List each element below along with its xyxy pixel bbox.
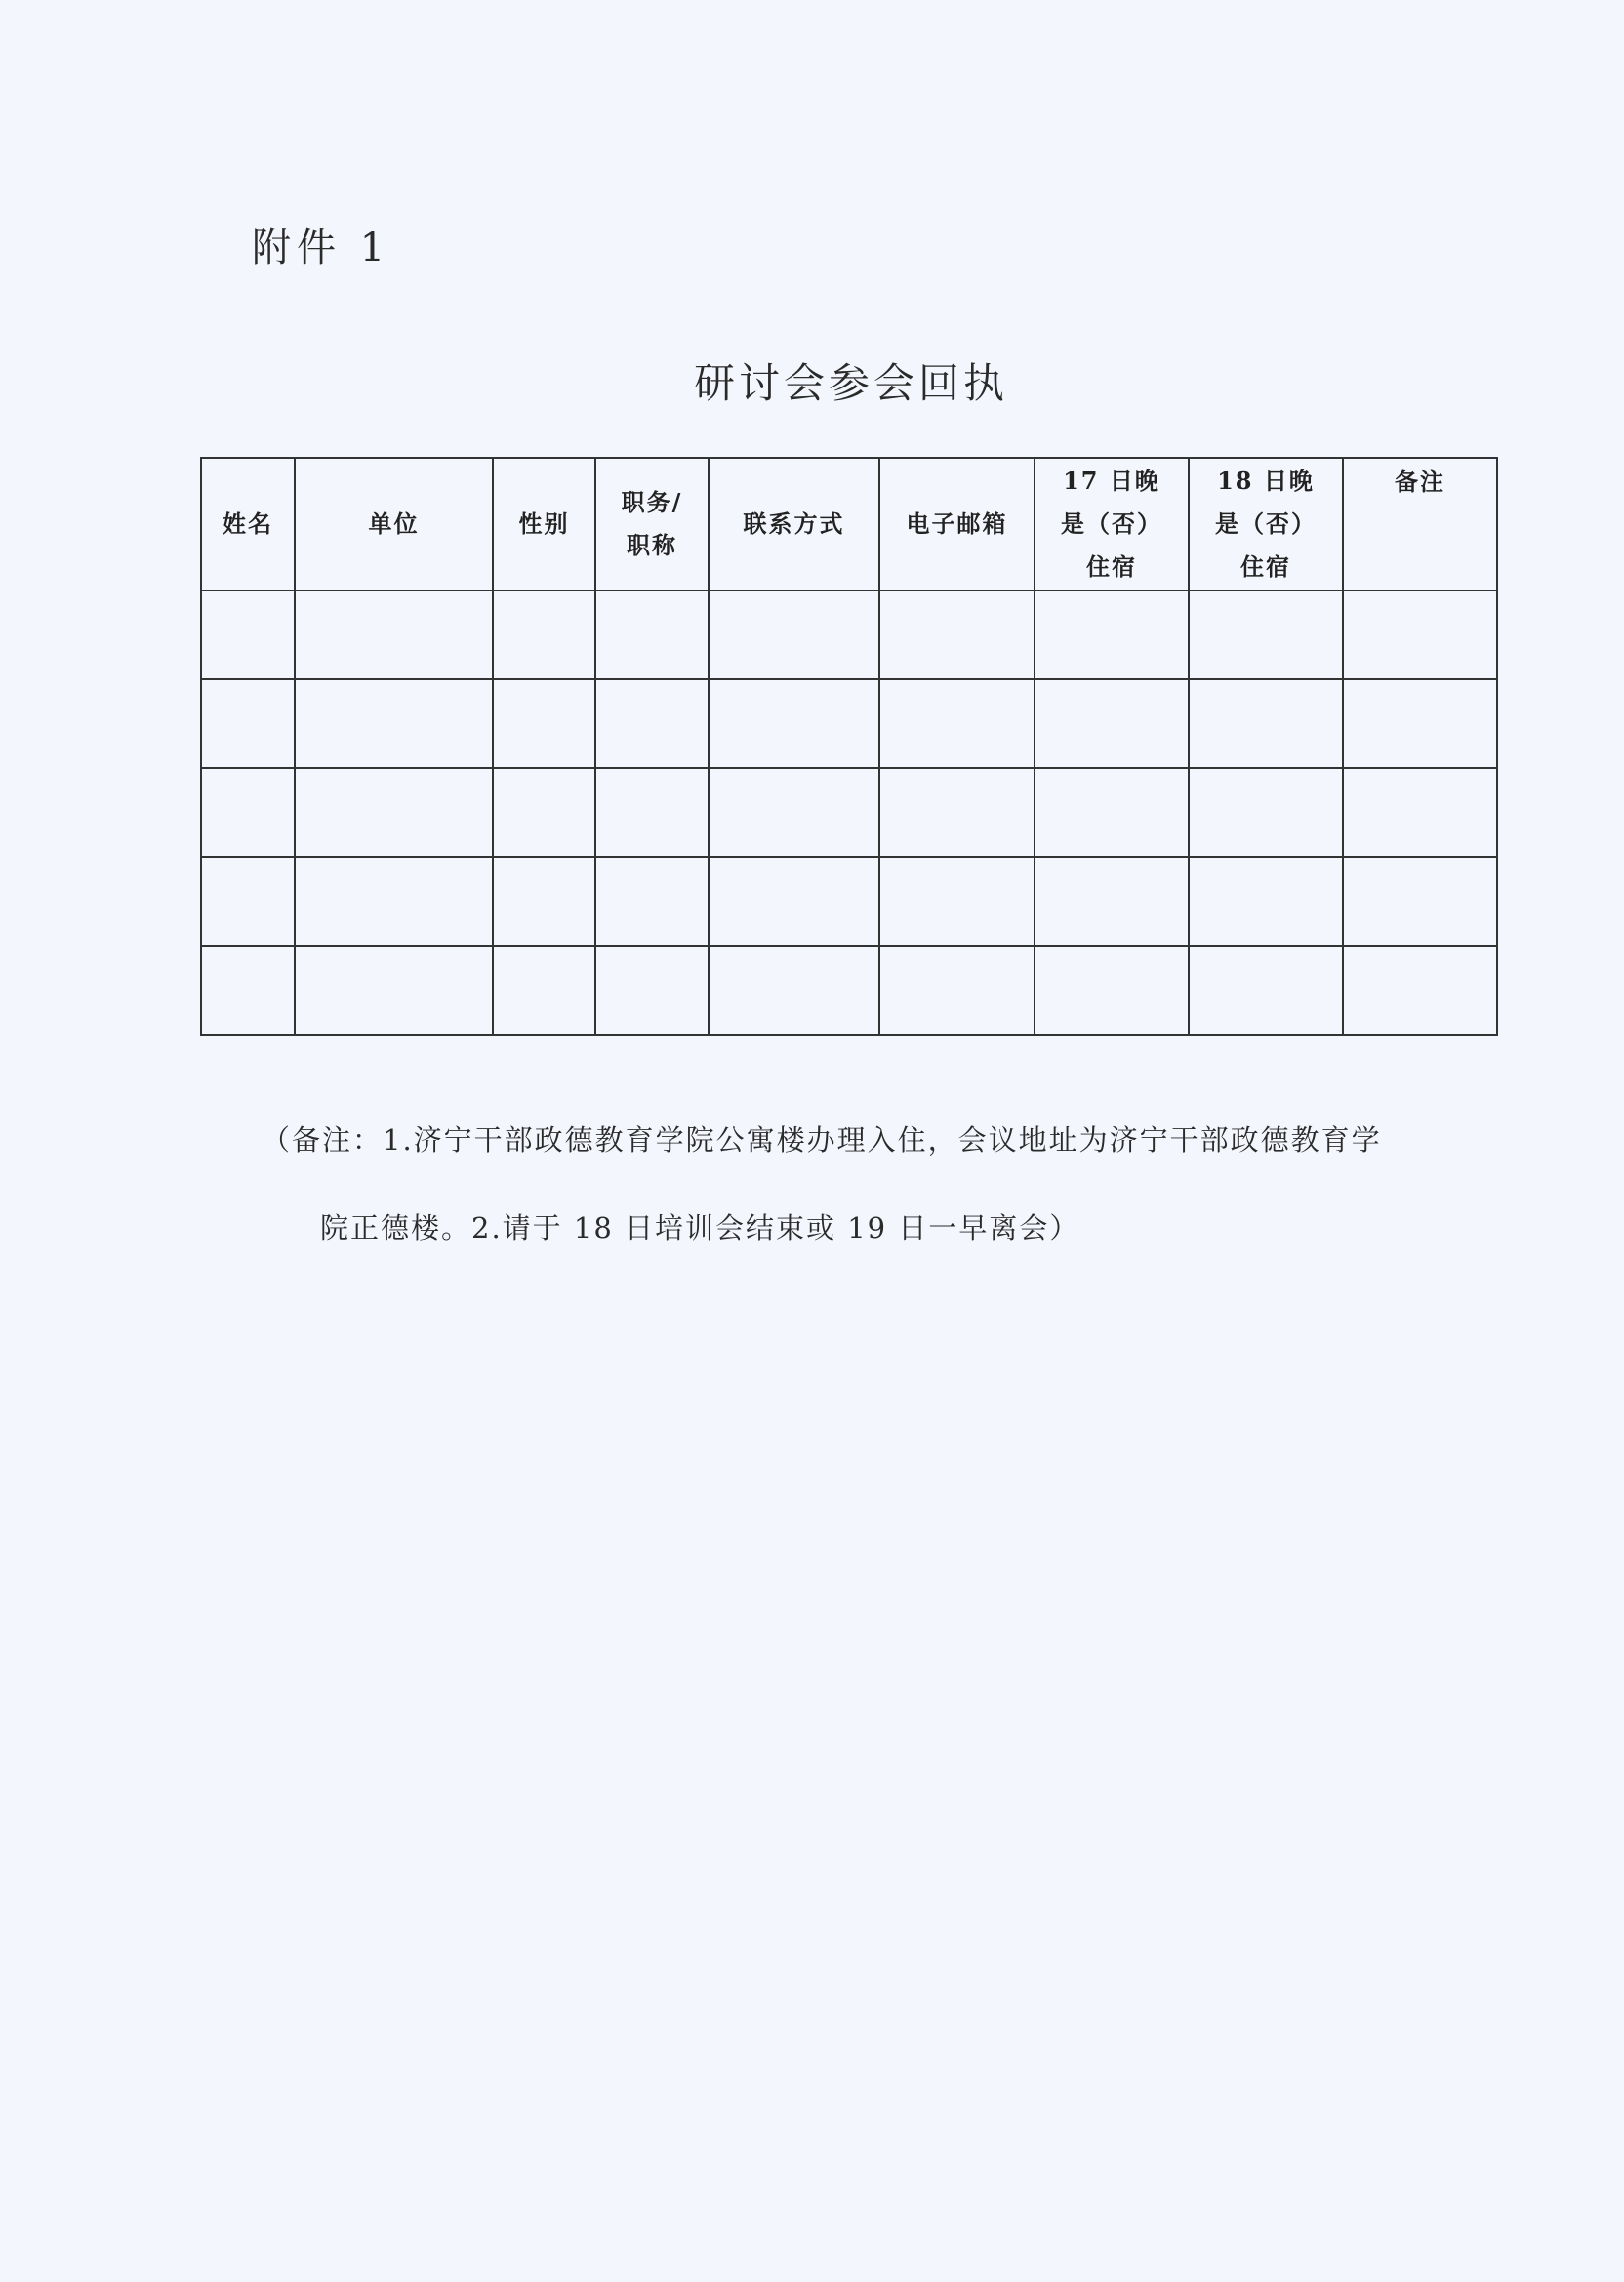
table-cell[interactable]: [295, 946, 493, 1035]
table-cell[interactable]: [1035, 857, 1189, 946]
table-cell[interactable]: [595, 679, 709, 768]
table-cell[interactable]: [493, 679, 595, 768]
table-cell[interactable]: [1189, 591, 1343, 679]
table-cell[interactable]: [1035, 679, 1189, 768]
notes-line-2: 院正德楼。2.请于 18 日培训会结束或 19 日一早离会）: [320, 1211, 1080, 1244]
table-cell[interactable]: [201, 857, 295, 946]
table-cell[interactable]: [1189, 768, 1343, 857]
table-cell[interactable]: [709, 946, 879, 1035]
attachment-label: 附件 1: [252, 225, 391, 270]
header-stay-18: 18 日晚 是（否） 住宿: [1189, 458, 1343, 591]
table-cell[interactable]: [595, 591, 709, 679]
table-cell[interactable]: [709, 679, 879, 768]
table-cell[interactable]: [493, 591, 595, 679]
table-cell[interactable]: [1035, 768, 1189, 857]
header-remarks: 备注: [1343, 458, 1497, 591]
table-cell[interactable]: [1343, 946, 1497, 1035]
table-cell[interactable]: [879, 857, 1035, 946]
table-cell[interactable]: [709, 591, 879, 679]
table-cell[interactable]: [493, 768, 595, 857]
table-cell[interactable]: [201, 946, 295, 1035]
header-position: 职务/ 职称: [595, 458, 709, 591]
table-body: [201, 591, 1497, 1035]
table-cell[interactable]: [201, 679, 295, 768]
table-cell[interactable]: [1343, 768, 1497, 857]
notes-line-1: （备注：1.济宁干部政德教育学院公寓楼办理入住，会议地址为济宁干部政德教育学: [262, 1123, 1382, 1157]
table-cell[interactable]: [295, 679, 493, 768]
registration-table: [200, 457, 1498, 1036]
table-cell[interactable]: [493, 946, 595, 1035]
table-header-row: [201, 458, 1497, 591]
table-row: [201, 857, 1497, 946]
header-name: 姓名: [201, 458, 295, 591]
header-contact: 联系方式: [709, 458, 879, 591]
table-cell[interactable]: [1035, 946, 1189, 1035]
header-gender: 性别: [493, 458, 595, 591]
table-cell[interactable]: [879, 591, 1035, 679]
table-cell[interactable]: [1343, 679, 1497, 768]
table-cell[interactable]: [1343, 591, 1497, 679]
table-cell[interactable]: [201, 591, 295, 679]
table-cell[interactable]: [493, 857, 595, 946]
table-cell[interactable]: [879, 679, 1035, 768]
table-cell[interactable]: [879, 946, 1035, 1035]
table-row: [201, 946, 1497, 1035]
table-cell[interactable]: [295, 768, 493, 857]
table-cell[interactable]: [1189, 857, 1343, 946]
table-cell[interactable]: [1189, 679, 1343, 768]
table-cell[interactable]: [1343, 857, 1497, 946]
table-cell[interactable]: [709, 857, 879, 946]
table-row: [201, 591, 1497, 679]
table-cell[interactable]: [709, 768, 879, 857]
page-title: 研讨会参会回执: [693, 359, 1008, 407]
table-cell[interactable]: [1189, 946, 1343, 1035]
table-cell[interactable]: [595, 946, 709, 1035]
header-organization: 单位: [295, 458, 493, 591]
table-cell[interactable]: [1035, 591, 1189, 679]
header-email: 电子邮箱: [879, 458, 1035, 591]
table-cell[interactable]: [879, 768, 1035, 857]
header-stay-17: 17 日晚 是（否） 住宿: [1035, 458, 1189, 591]
table-cell[interactable]: [201, 768, 295, 857]
table-cell[interactable]: [595, 857, 709, 946]
table-row: [201, 768, 1497, 857]
table-cell[interactable]: [295, 591, 493, 679]
table-row: [201, 679, 1497, 768]
table-cell[interactable]: [295, 857, 493, 946]
table-cell[interactable]: [595, 768, 709, 857]
